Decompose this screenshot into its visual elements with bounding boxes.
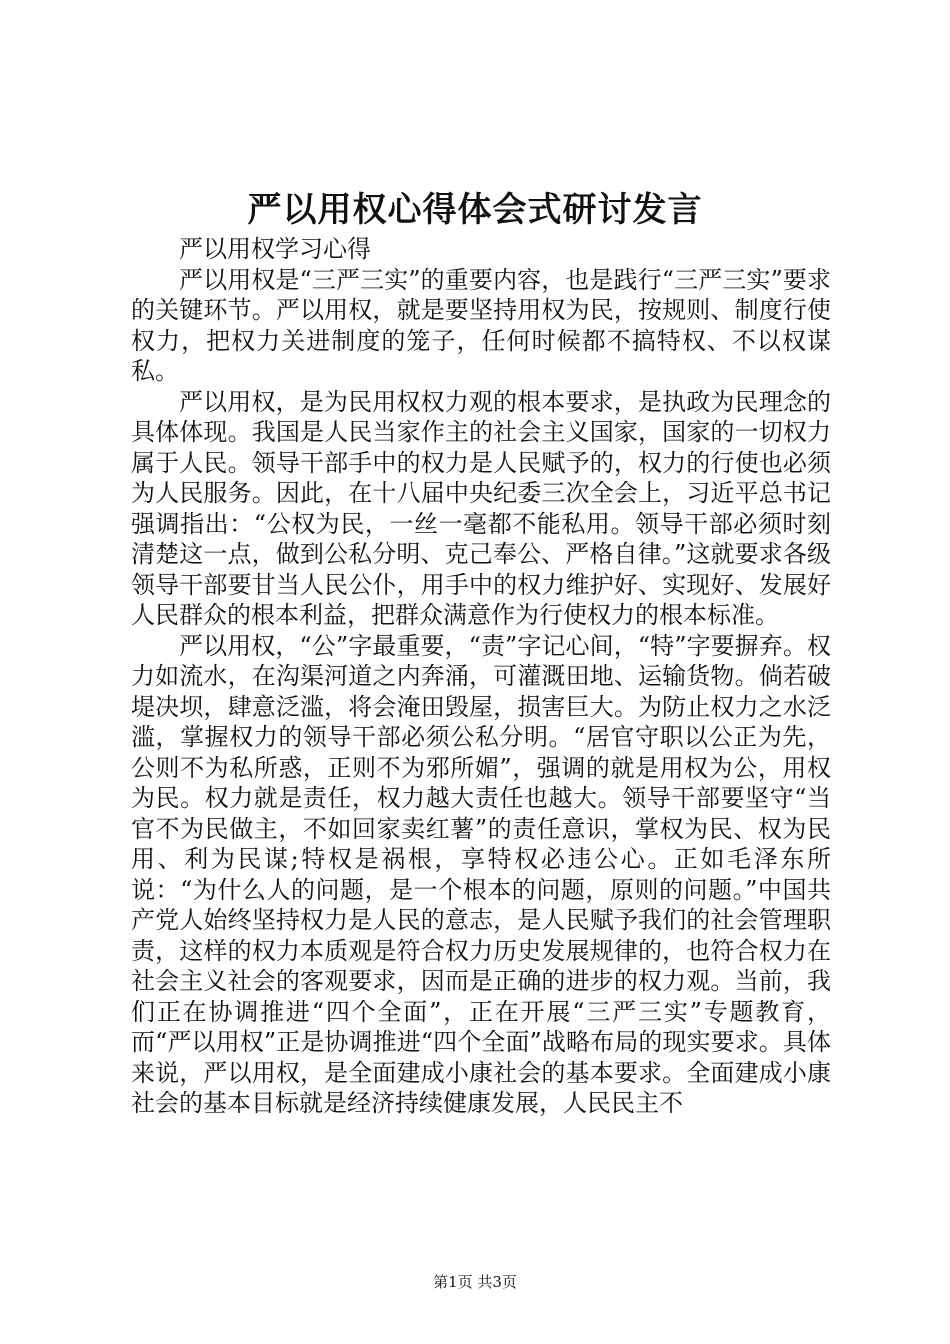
paragraph: 严以用权，“公”字最重要，“责”字记心间，“特”字要摒弃。权力如流水，在沟渠河道之内奔涌，可灌溉田地、运输货物。倘若破堤决坝，肆意泛滥，将会淹田毁屋，损害巨大。为防止权力之水泛滥，掌握权力的领导干部必须公私分明。“居官守职以公正为先，公则不为私所惑，正则不为邪所媚”，强调的就是用权为公，用权为民。权力就是责任，权力越大责任也越大。领导干部要坚守“当官不为民做主，不如回家卖红薯”的责任意识，掌权为民、权为民用、利为民谋;特权是祸根，享特权必违公心。正如毛泽东所说：“为什么人的问题，是一个根本的问题，原则的问题。”中国共产党人始终坚持权力是人民的意志，是人民赋予我们的社会管理职责，这样的权力本质观是符合权力历史发展规律的，也符合权力在社会主义社会的客观要求，因而是正确的进步的权力观。当前，我们正在协调推进“四个全面”，正在开展“三严三实”专题教育，而“严以用权”正是协调推进“四个全面”战略布局的现实要求。具体来说，严以用权，是全面建成小康社会的基本要求。全面建成小康社会的基本目标就是经济持续健康发展，人民民主不	[131, 631, 831, 1117]
paragraph-subtitle: 严以用权学习心得	[179, 235, 371, 263]
paragraph: 严以用权，是为民用权权力观的根本要求，是执政为民理念的具体体现。我国是人民当家作主的社会主义国家，国家的一切权力属于人民。领导干部手中的权力是人民赋予的，权力的行使也必须为人民服务。因此，在十八届中央纪委三次全会上，习近平总书记强调指出：“公权为民，一丝一毫都不能私用。领导干部必须时刻清楚这一点，做到公私分明、克己奉公、严格自律。”这就要求各级领导干部要甘当人民公仆，用手中的权力维护好、实现好、发展好人民群众的根本利益，把群众满意作为行使权力的根本标准。	[131, 387, 831, 629]
document-title: 严以用权心得体会式研讨发言	[247, 190, 703, 230]
page-number-footer: 第1页 共3页	[433, 1273, 517, 1291]
document-body	[131, 234, 831, 1119]
paragraph: 严以用权是“三严三实”的重要内容，也是践行“三严三实”要求的关键环节。严以用权，就是要坚持用权为民，按规则、制度行使权力，把权力关进制度的笼子，任何时候都不搞特权、不以权谋私。	[131, 265, 831, 385]
